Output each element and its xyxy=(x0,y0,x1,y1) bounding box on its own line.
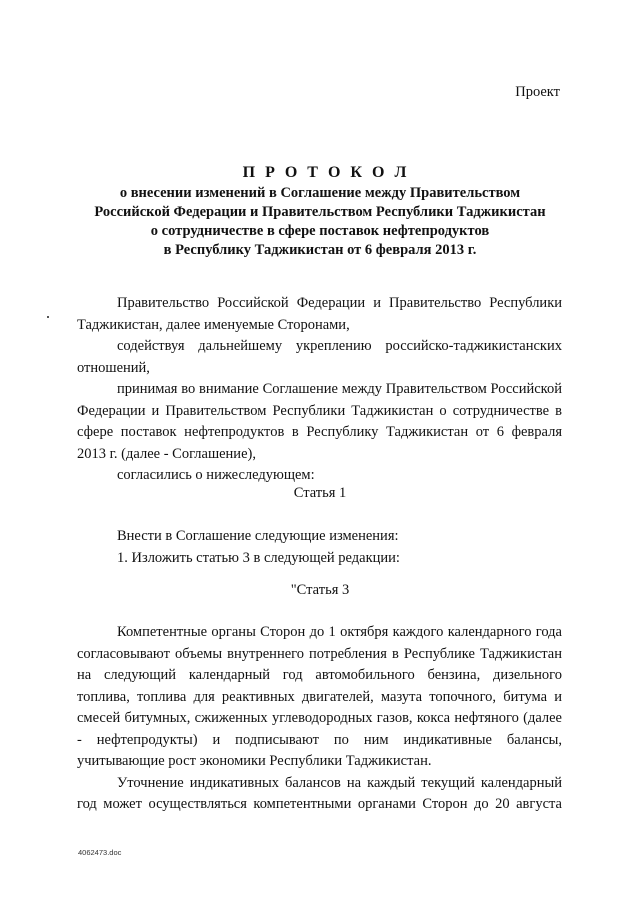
document-title: П Р О Т О К О Л xyxy=(242,164,410,181)
article-1-paragraph: Внести в Соглашение следующие изменения: xyxy=(117,528,399,544)
article-3-paragraph: Уточнение индикативных балансов на каждый текущий календарный год может осуществляться компетентными органами Сторон до 20 августа xyxy=(77,774,562,812)
subtitle-line: о внесении изменений в Соглашение между Правительством xyxy=(119,185,521,201)
draft-label: Проект xyxy=(515,84,560,100)
subtitle-line: о сотрудничестве в сфере поставок нефтепродуктов xyxy=(150,223,490,239)
article-3-body xyxy=(77,622,562,816)
subtitle-line: Российской Федерации и Правительством Республики Таджикистан xyxy=(94,204,546,220)
article-3-paragraph: Компетентные органы Сторон до 1 октября каждого календарного года согласовывают объемы внутреннего потребления в Республике Таджикистан на следующий календарный год автомобильного бензина, дизельного топлива, топлива для реактивных двигателей, мазута топочного, битума и смесей битумных, сжиженных углеводородных газов, кокса нефтяного (далее - нефтепродукты) и подписывают по ним индикативные балансы, учитывающие рост экономики Республики Таджикистан. xyxy=(77,624,562,769)
subtitle-line: в Республику Таджикистан от 6 февраля 2013 г. xyxy=(163,242,477,258)
preamble-paragraph: принимая во внимание Соглашение между Правительством Российской Федерации и Правительством Республики Таджикистан о сотрудничестве в сфере поставок нефтепродуктов в Республику Таджикистан от 6 февраля 2013 г. (далее - Соглашение), xyxy=(77,381,562,462)
preamble-paragraph: содействуя дальнейшему укреплению российско-таджикистанских отношений, xyxy=(77,338,562,376)
article-1-heading: Статья 1 xyxy=(293,485,347,501)
scan-mark xyxy=(47,316,49,318)
article-1-body xyxy=(77,526,562,569)
preamble-paragraph: Правительство Российской Федерации и Правительство Республики Таджикистан, далее именуемые Сторонами, xyxy=(77,295,562,333)
document-code: 4062473.doc xyxy=(78,848,122,857)
article-1-paragraph: 1. Изложить статью 3 в следующей редакции: xyxy=(117,549,400,566)
preamble-paragraph: согласились о нижеследующем: xyxy=(117,467,315,483)
article-3-heading: "Статья 3 xyxy=(290,582,350,598)
preamble xyxy=(77,293,562,487)
title-block xyxy=(0,162,640,260)
